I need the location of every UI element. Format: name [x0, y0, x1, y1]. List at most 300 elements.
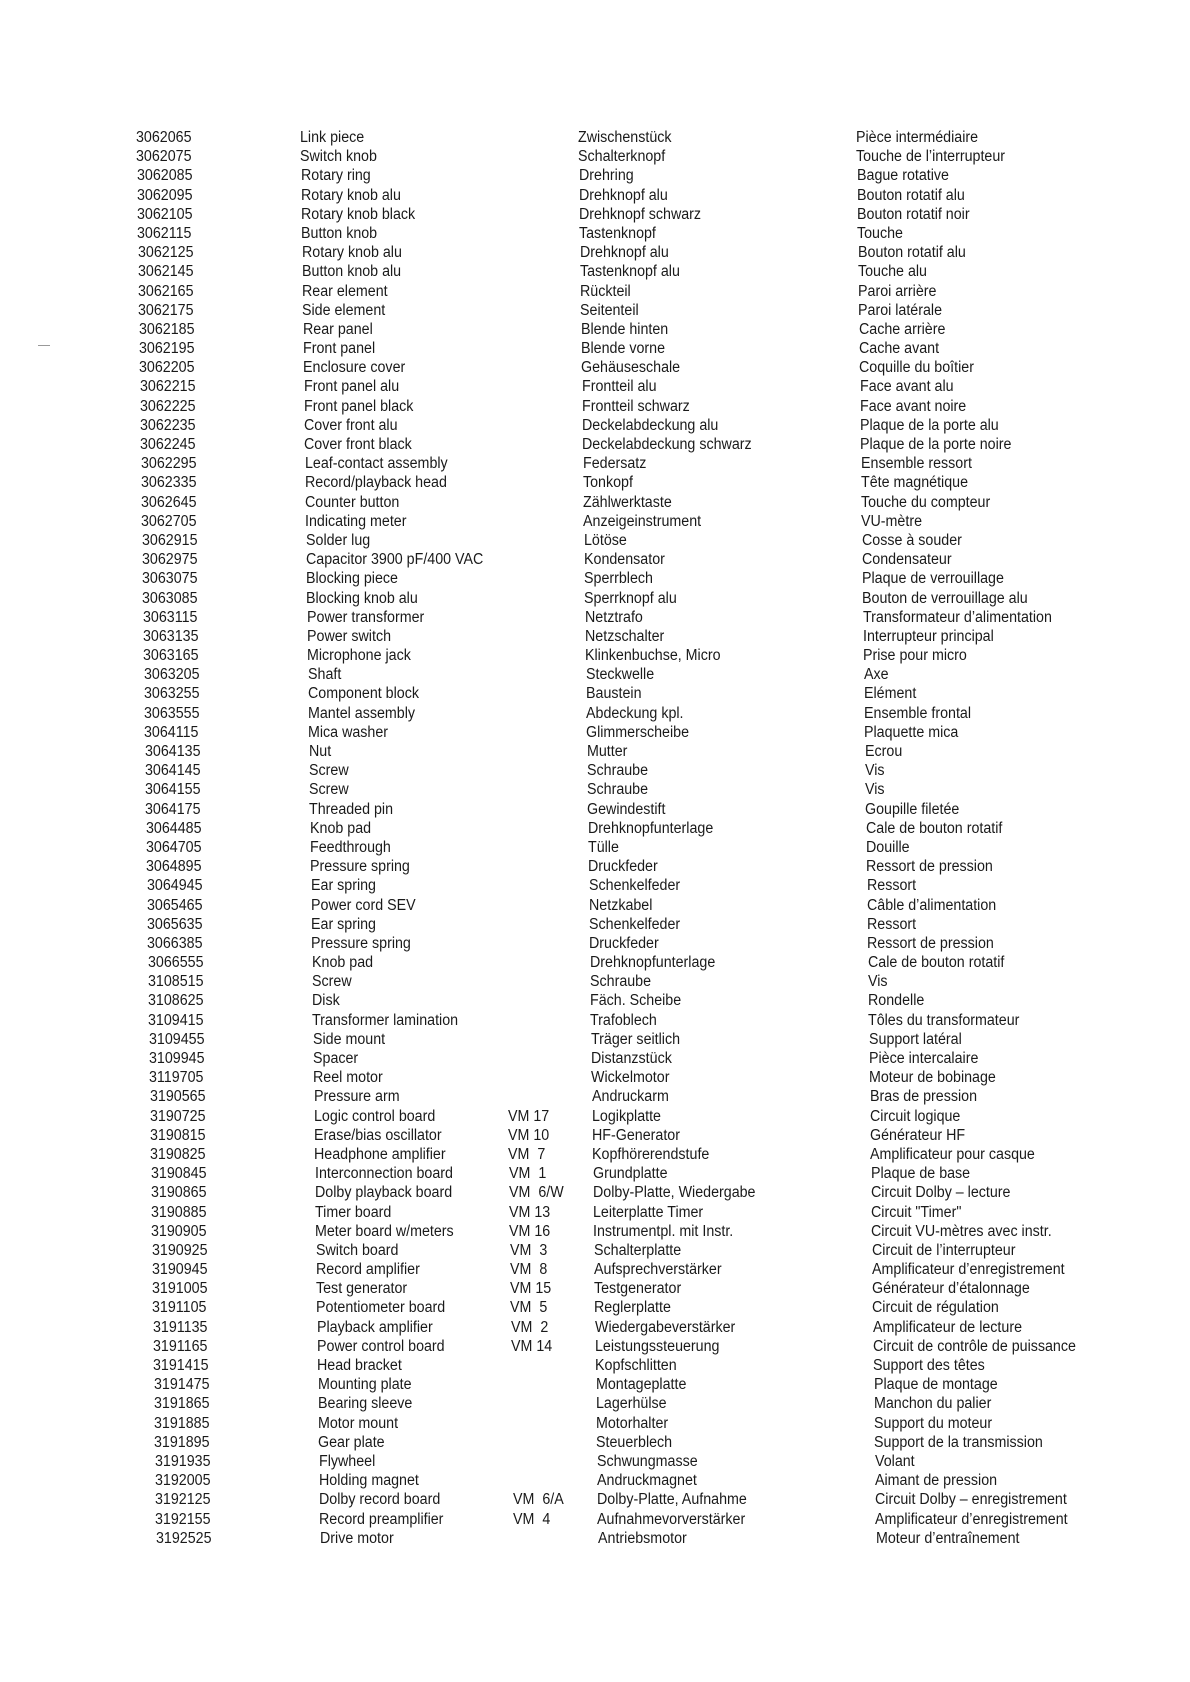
- description-english: Transformer lamination: [312, 1011, 459, 1029]
- description-french: Prise pour micro: [863, 647, 968, 665]
- description-german: Gehäuseschale: [581, 359, 681, 377]
- description-french: Face avant noire: [859, 397, 966, 415]
- description-french: Ressort de pression: [867, 934, 995, 952]
- description-english: Holding magnet: [318, 1472, 419, 1490]
- part-number: 3062705: [141, 512, 197, 530]
- part-number: 3063255: [143, 685, 200, 703]
- description-english: Shaft: [307, 666, 341, 684]
- part-number: 3062205: [139, 359, 195, 377]
- description-french: Douille: [865, 838, 910, 856]
- table-row: [0, 838, 1190, 857]
- description-english: Power cord SEV: [310, 896, 416, 914]
- description-german: Tonkopf: [582, 474, 633, 492]
- description-french: VU-mètre: [861, 512, 923, 530]
- description-german: Baustein: [585, 685, 642, 703]
- part-number: 3063205: [143, 666, 200, 684]
- part-number: 3064145: [144, 762, 201, 780]
- description-english: Interconnection board: [314, 1165, 453, 1183]
- description-german: Anzeigeinstrument: [583, 512, 702, 530]
- part-number: 3192525: [155, 1529, 212, 1547]
- part-number: 3063085: [142, 589, 198, 607]
- description-french: Amplificateur d’enregistrement: [871, 1261, 1065, 1279]
- description-french: Plaque de la porte alu: [860, 416, 999, 434]
- description-german: Logikplatte: [591, 1107, 661, 1125]
- part-number: 3190885: [151, 1203, 207, 1221]
- description-french: Manchon du palier: [873, 1395, 992, 1413]
- description-german: Andruckarm: [591, 1088, 669, 1106]
- table-row: [0, 1260, 1190, 1279]
- table-row: [0, 569, 1190, 588]
- description-german: Antriebsmotor: [597, 1529, 687, 1547]
- table-row: [0, 1414, 1190, 1433]
- part-number: 3062075: [136, 148, 192, 166]
- part-number: 3190905: [151, 1222, 207, 1240]
- description-german: Schalterplatte: [593, 1241, 681, 1259]
- description-german: Tastenknopf: [579, 224, 657, 242]
- description-german: Grundplatte: [592, 1165, 668, 1183]
- description-german: Frontteil alu: [581, 378, 657, 396]
- description-german: Rückteil: [580, 282, 631, 300]
- table-row: [0, 1203, 1190, 1222]
- description-english: Rotary knob alu: [300, 186, 401, 204]
- description-french: Paroi arrière: [858, 282, 937, 300]
- table-row: [0, 1356, 1190, 1375]
- description-german: Kondensator: [583, 551, 665, 569]
- description-english: Cover front black: [304, 436, 413, 453]
- part-number: 3190945: [151, 1261, 208, 1279]
- part-number: 3190565: [149, 1088, 206, 1106]
- description-german: Lagerhülse: [595, 1395, 667, 1413]
- description-german: Andruckmagnet: [596, 1472, 697, 1490]
- table-row: [0, 761, 1190, 780]
- description-french: Touche de l’interrupteur: [856, 148, 1006, 166]
- parts-list: [0, 128, 1190, 1548]
- part-number: 3062145: [137, 263, 194, 281]
- description-french: Ensemble ressort: [860, 455, 972, 473]
- part-number: 3064485: [145, 819, 202, 837]
- description-german: Blende hinten: [580, 320, 668, 338]
- part-number: 3190845: [150, 1165, 207, 1183]
- description-german: Kopfhörerendstufe: [592, 1145, 710, 1163]
- description-english: Switch knob: [300, 148, 378, 166]
- table-row: [0, 876, 1190, 895]
- table-row: [0, 339, 1190, 358]
- table-row: [0, 1510, 1190, 1529]
- description-french: Vis: [865, 781, 885, 799]
- description-french: Elément: [863, 685, 917, 703]
- table-row: [0, 1490, 1190, 1509]
- part-number: 3062645: [141, 493, 197, 511]
- part-number: 3064135: [144, 743, 201, 760]
- description-german: Aufsprechverstärker: [593, 1261, 722, 1279]
- description-german: Tülle: [587, 838, 619, 856]
- description-german: Druckfeder: [589, 934, 660, 952]
- description-french: Volant: [874, 1452, 915, 1470]
- table-row: [0, 1049, 1190, 1068]
- description-german: Instrumentpl. mit Instr.: [593, 1222, 734, 1240]
- module-code: VM 17: [507, 1107, 549, 1125]
- description-english: Leaf-contact assembly: [304, 455, 448, 473]
- module-code: VM 5: [510, 1299, 548, 1317]
- description-french: Aimant de pression: [874, 1472, 997, 1490]
- table-row: [0, 1337, 1190, 1356]
- description-english: Rotary knob alu: [301, 244, 402, 262]
- description-english: Headphone amplifier: [314, 1145, 446, 1163]
- description-french: Ressort: [866, 877, 916, 895]
- description-english: Microphone jack: [307, 647, 412, 665]
- part-number: 3062165: [138, 282, 194, 300]
- description-french: Amplificateur d’enregistrement: [875, 1510, 1069, 1528]
- table-row: [0, 435, 1190, 454]
- part-number: 3063555: [144, 704, 200, 722]
- table-row: [0, 358, 1190, 377]
- description-german: Drehknopf alu: [578, 186, 668, 204]
- description-german: Steuerblech: [596, 1433, 673, 1451]
- description-french: Plaque de base: [870, 1165, 970, 1183]
- part-number: 3192155: [155, 1510, 211, 1528]
- description-german: Tastenknopf alu: [579, 263, 680, 281]
- description-german: Wickelmotor: [591, 1069, 670, 1087]
- description-german: Fäch. Scheibe: [590, 992, 682, 1010]
- description-french: Bague rotative: [856, 167, 949, 185]
- part-number: 3064945: [146, 877, 203, 895]
- part-number: 3109455: [148, 1030, 205, 1048]
- part-number: 3190925: [151, 1241, 208, 1259]
- part-number: 3191475: [153, 1376, 210, 1394]
- table-row: [0, 896, 1190, 915]
- description-french: Câble d’alimentation: [866, 896, 997, 914]
- description-english: Screw: [309, 781, 349, 799]
- description-french: Circuit de régulation: [872, 1299, 1000, 1317]
- description-english: Side mount: [312, 1030, 385, 1048]
- part-number: 3062225: [139, 397, 196, 415]
- part-number: 3119705: [149, 1069, 204, 1087]
- description-german: Drehknopfunterlage: [587, 819, 713, 837]
- table-row: [0, 473, 1190, 492]
- description-english: Link piece: [300, 129, 365, 146]
- description-german: Abdeckung kpl.: [586, 704, 684, 722]
- description-german: Montageplatte: [595, 1376, 686, 1394]
- description-german: Seitenteil: [580, 301, 640, 319]
- description-german: Klinkenbuchse, Micro: [585, 647, 721, 665]
- description-french: Plaque de verrouillage: [862, 570, 1005, 588]
- description-english: Record amplifier: [315, 1261, 420, 1279]
- description-english: Rotary knob black: [301, 205, 416, 223]
- part-number: 3192125: [155, 1491, 211, 1509]
- module-code: VM 6/A: [513, 1491, 564, 1509]
- table-row: [0, 186, 1190, 205]
- description-english: Record/playback head: [304, 474, 447, 492]
- description-english: Potentiometer board: [316, 1299, 446, 1317]
- description-french: Cale de bouton rotatif: [865, 819, 1003, 837]
- table-row: [0, 1394, 1190, 1413]
- table-row: [0, 665, 1190, 684]
- part-number: 3062335: [140, 474, 197, 492]
- description-french: Touche du compteur: [861, 493, 991, 511]
- table-row: [0, 1375, 1190, 1394]
- description-french: Circuit "Timer": [871, 1203, 962, 1221]
- part-number: 3191885: [154, 1414, 210, 1432]
- part-number: 3062065: [136, 129, 192, 146]
- description-english: Bearing sleeve: [317, 1395, 413, 1413]
- part-number: 3062245: [140, 436, 196, 453]
- description-english: Rotary ring: [300, 167, 371, 185]
- description-german: Zwischenstück: [578, 129, 672, 146]
- table-row: [0, 800, 1190, 819]
- description-french: Rondelle: [868, 992, 925, 1010]
- table-row: [0, 493, 1190, 512]
- description-german: Gewindestift: [587, 800, 666, 818]
- module-code: VM 4: [513, 1510, 551, 1528]
- table-row: [0, 819, 1190, 838]
- module-code: VM 2: [510, 1318, 548, 1336]
- table-row: [0, 550, 1190, 569]
- table-row: [0, 282, 1190, 301]
- description-french: Axe: [863, 666, 889, 684]
- description-german: Leiterplatte Timer: [593, 1203, 704, 1221]
- table-row: [0, 1087, 1190, 1106]
- description-french: Pièce intercalaire: [868, 1050, 979, 1067]
- description-english: Power control board: [317, 1337, 445, 1355]
- description-french: Pièce intermédiaire: [856, 129, 979, 146]
- table-row: [0, 1068, 1190, 1087]
- description-german: Zählwerktaste: [583, 493, 672, 511]
- part-number: 3063115: [142, 608, 198, 626]
- description-french: Plaquette mica: [864, 723, 959, 741]
- part-number: 3192005: [154, 1472, 211, 1490]
- description-english: Knob pad: [309, 819, 371, 837]
- description-french: Bouton de verrouillage alu: [862, 589, 1029, 607]
- table-row: [0, 723, 1190, 742]
- table-row: [0, 1030, 1190, 1049]
- description-english: Flywheel: [318, 1452, 375, 1470]
- table-row: [0, 934, 1190, 953]
- module-code: VM 10: [508, 1126, 550, 1144]
- module-code: VM 7: [508, 1145, 546, 1163]
- description-german: Leistungssteuerung: [595, 1337, 720, 1355]
- description-german: Mutter: [586, 743, 628, 760]
- part-number: 3064895: [146, 858, 202, 876]
- table-row: [0, 224, 1190, 243]
- description-german: Testgenerator: [594, 1280, 682, 1298]
- part-number: 3191935: [154, 1452, 211, 1470]
- description-french: Plaque de montage: [873, 1376, 998, 1394]
- module-code: VM 3: [509, 1241, 547, 1259]
- description-german: Drehknopf alu: [579, 244, 669, 262]
- description-german: Träger seitlich: [590, 1030, 680, 1048]
- description-english: Test generator: [316, 1280, 408, 1298]
- module-code: VM 15: [510, 1280, 552, 1298]
- table-row: [0, 1529, 1190, 1548]
- part-number: 3065635: [147, 915, 203, 933]
- table-row: [0, 397, 1190, 416]
- table-row: [0, 1145, 1190, 1164]
- description-english: Pressure arm: [313, 1088, 400, 1106]
- table-row: [0, 147, 1190, 166]
- part-number: 3109415: [148, 1011, 204, 1029]
- part-number: 3062915: [141, 531, 198, 549]
- part-number: 3191135: [152, 1318, 208, 1336]
- part-number: 3191165: [153, 1337, 208, 1355]
- table-row: [0, 1298, 1190, 1317]
- description-french: Bouton rotatif alu: [857, 244, 966, 262]
- description-french: Support latéral: [868, 1030, 962, 1048]
- description-french: Vis: [867, 973, 888, 991]
- part-number: 3062175: [138, 301, 194, 319]
- description-english: Switch board: [315, 1241, 399, 1259]
- table-row: [0, 704, 1190, 723]
- description-english: Gear plate: [318, 1433, 385, 1451]
- part-number: 3064705: [145, 838, 202, 856]
- description-german: Lötöse: [583, 531, 627, 549]
- table-row: [0, 627, 1190, 646]
- description-french: Amplificateur pour casque: [870, 1145, 1036, 1163]
- table-row: [0, 684, 1190, 703]
- description-french: Vis: [864, 762, 885, 780]
- description-german: Reglerplatte: [594, 1299, 672, 1317]
- table-row: [0, 1164, 1190, 1183]
- description-english: Solder lug: [305, 531, 370, 549]
- description-french: Face avant alu: [859, 378, 954, 396]
- table-row: [0, 857, 1190, 876]
- part-number: 3190865: [150, 1184, 207, 1202]
- description-german: Sperrknopf alu: [584, 589, 678, 607]
- part-number: 3191895: [154, 1433, 210, 1451]
- description-english: Front panel alu: [303, 378, 399, 396]
- description-english: Capacitor 3900 pF/400 VAC: [305, 551, 484, 569]
- module-code: VM 6/W: [508, 1184, 564, 1202]
- description-french: Support des têtes: [873, 1357, 986, 1374]
- description-english: Dolby playback board: [314, 1184, 452, 1202]
- description-english: Head bracket: [317, 1357, 403, 1374]
- description-german: Netzschalter: [585, 627, 665, 645]
- module-code: VM 8: [509, 1261, 548, 1279]
- table-row: [0, 972, 1190, 991]
- part-number: 3108515: [147, 973, 204, 991]
- description-french: Générateur HF: [870, 1126, 966, 1144]
- description-german: Trafoblech: [590, 1011, 658, 1029]
- description-english: Drive motor: [319, 1529, 394, 1547]
- description-german: Frontteil schwarz: [581, 397, 690, 415]
- description-english: Screw: [308, 762, 349, 780]
- part-number: 3062975: [141, 551, 198, 569]
- description-french: Circuit de l’interrupteur: [871, 1241, 1016, 1259]
- description-french: Coquille du boîtier: [859, 359, 975, 377]
- table-row: [0, 1183, 1190, 1202]
- table-row: [0, 128, 1190, 147]
- description-german: Schenkelfeder: [588, 877, 680, 895]
- description-german: Deckelabdeckung schwarz: [582, 436, 752, 453]
- table-row: [0, 589, 1190, 608]
- description-french: Support de la transmission: [874, 1433, 1044, 1451]
- description-german: Wiedergabeverstärker: [594, 1318, 736, 1336]
- table-row: [0, 953, 1190, 972]
- description-english: Ear spring: [310, 877, 376, 895]
- description-english: Knob pad: [311, 954, 373, 972]
- description-french: Cache arrière: [858, 320, 946, 338]
- module-code: VM 16: [509, 1222, 551, 1240]
- part-number: 3063075: [142, 570, 198, 588]
- description-french: Circuit logique: [869, 1107, 961, 1125]
- part-number: 3062105: [137, 205, 193, 223]
- description-french: Générateur d’étalonnage: [872, 1280, 1030, 1298]
- table-row: [0, 1279, 1190, 1298]
- table-row: [0, 301, 1190, 320]
- table-row: [0, 262, 1190, 281]
- description-french: Circuit Dolby – lecture: [870, 1184, 1011, 1202]
- part-number: 3062125: [137, 244, 194, 262]
- part-number: 3062295: [140, 455, 197, 473]
- description-english: Spacer: [312, 1050, 359, 1067]
- part-number: 3062235: [140, 416, 196, 434]
- description-german: Federsatz: [582, 455, 646, 473]
- part-number: 3108625: [148, 992, 204, 1010]
- description-english: Mica washer: [308, 723, 389, 741]
- description-english: Mounting plate: [317, 1376, 412, 1394]
- description-german: Sperrblech: [584, 570, 654, 588]
- description-english: Button knob alu: [301, 263, 401, 281]
- part-number: 3191005: [152, 1280, 208, 1298]
- part-number: 3191415: [153, 1357, 209, 1374]
- description-english: Logic control board: [313, 1107, 436, 1125]
- description-english: Timer board: [315, 1203, 392, 1221]
- description-german: Schwungmasse: [596, 1452, 698, 1470]
- description-german: Dolby-Platte, Wiedergabe: [592, 1184, 756, 1202]
- description-english: Rear panel: [302, 320, 373, 338]
- description-french: Cale de bouton rotatif: [867, 954, 1004, 972]
- description-german: Schenkelfeder: [589, 915, 681, 933]
- table-row: [0, 780, 1190, 799]
- description-english: Reel motor: [313, 1069, 383, 1087]
- description-english: Side element: [302, 301, 386, 319]
- description-french: Transformateur d’alimentation: [862, 608, 1052, 626]
- table-row: [0, 915, 1190, 934]
- description-french: Touche: [857, 224, 904, 242]
- description-german: Drehknopfunterlage: [589, 954, 715, 972]
- description-english: Playback amplifier: [316, 1318, 433, 1336]
- description-french: Cosse à souder: [861, 531, 962, 549]
- table-row: [0, 377, 1190, 396]
- description-english: Record preamplifier: [319, 1510, 444, 1528]
- description-german: Netztrafo: [584, 608, 643, 626]
- table-row: [0, 1107, 1190, 1126]
- description-english: Disk: [312, 992, 340, 1010]
- description-german: Schraube: [587, 781, 649, 799]
- description-german: HF-Generator: [592, 1126, 681, 1144]
- table-row: [0, 991, 1190, 1010]
- part-number: 3063165: [143, 647, 199, 665]
- part-number: 3063135: [143, 627, 199, 645]
- description-english: Indicating meter: [305, 512, 407, 530]
- description-french: Ressort de pression: [866, 858, 994, 876]
- table-row: [0, 531, 1190, 550]
- description-french: Condensateur: [861, 551, 952, 569]
- table-row: [0, 166, 1190, 185]
- description-english: Front panel black: [303, 397, 414, 415]
- table-row: [0, 608, 1190, 627]
- part-number: 3190825: [150, 1145, 206, 1163]
- description-german: Deckelabdeckung alu: [582, 416, 719, 434]
- description-french: Tôles du transformateur: [868, 1011, 1020, 1029]
- description-english: Feedthrough: [309, 838, 391, 856]
- description-french: Circuit VU-mètres avec instr.: [871, 1222, 1053, 1240]
- description-english: Nut: [308, 743, 331, 760]
- part-number: 3062085: [136, 167, 193, 185]
- part-number: 3190815: [150, 1126, 206, 1144]
- description-german: Schraube: [586, 762, 648, 780]
- description-french: Tête magnétique: [860, 474, 968, 492]
- part-number: 3064115: [144, 723, 199, 741]
